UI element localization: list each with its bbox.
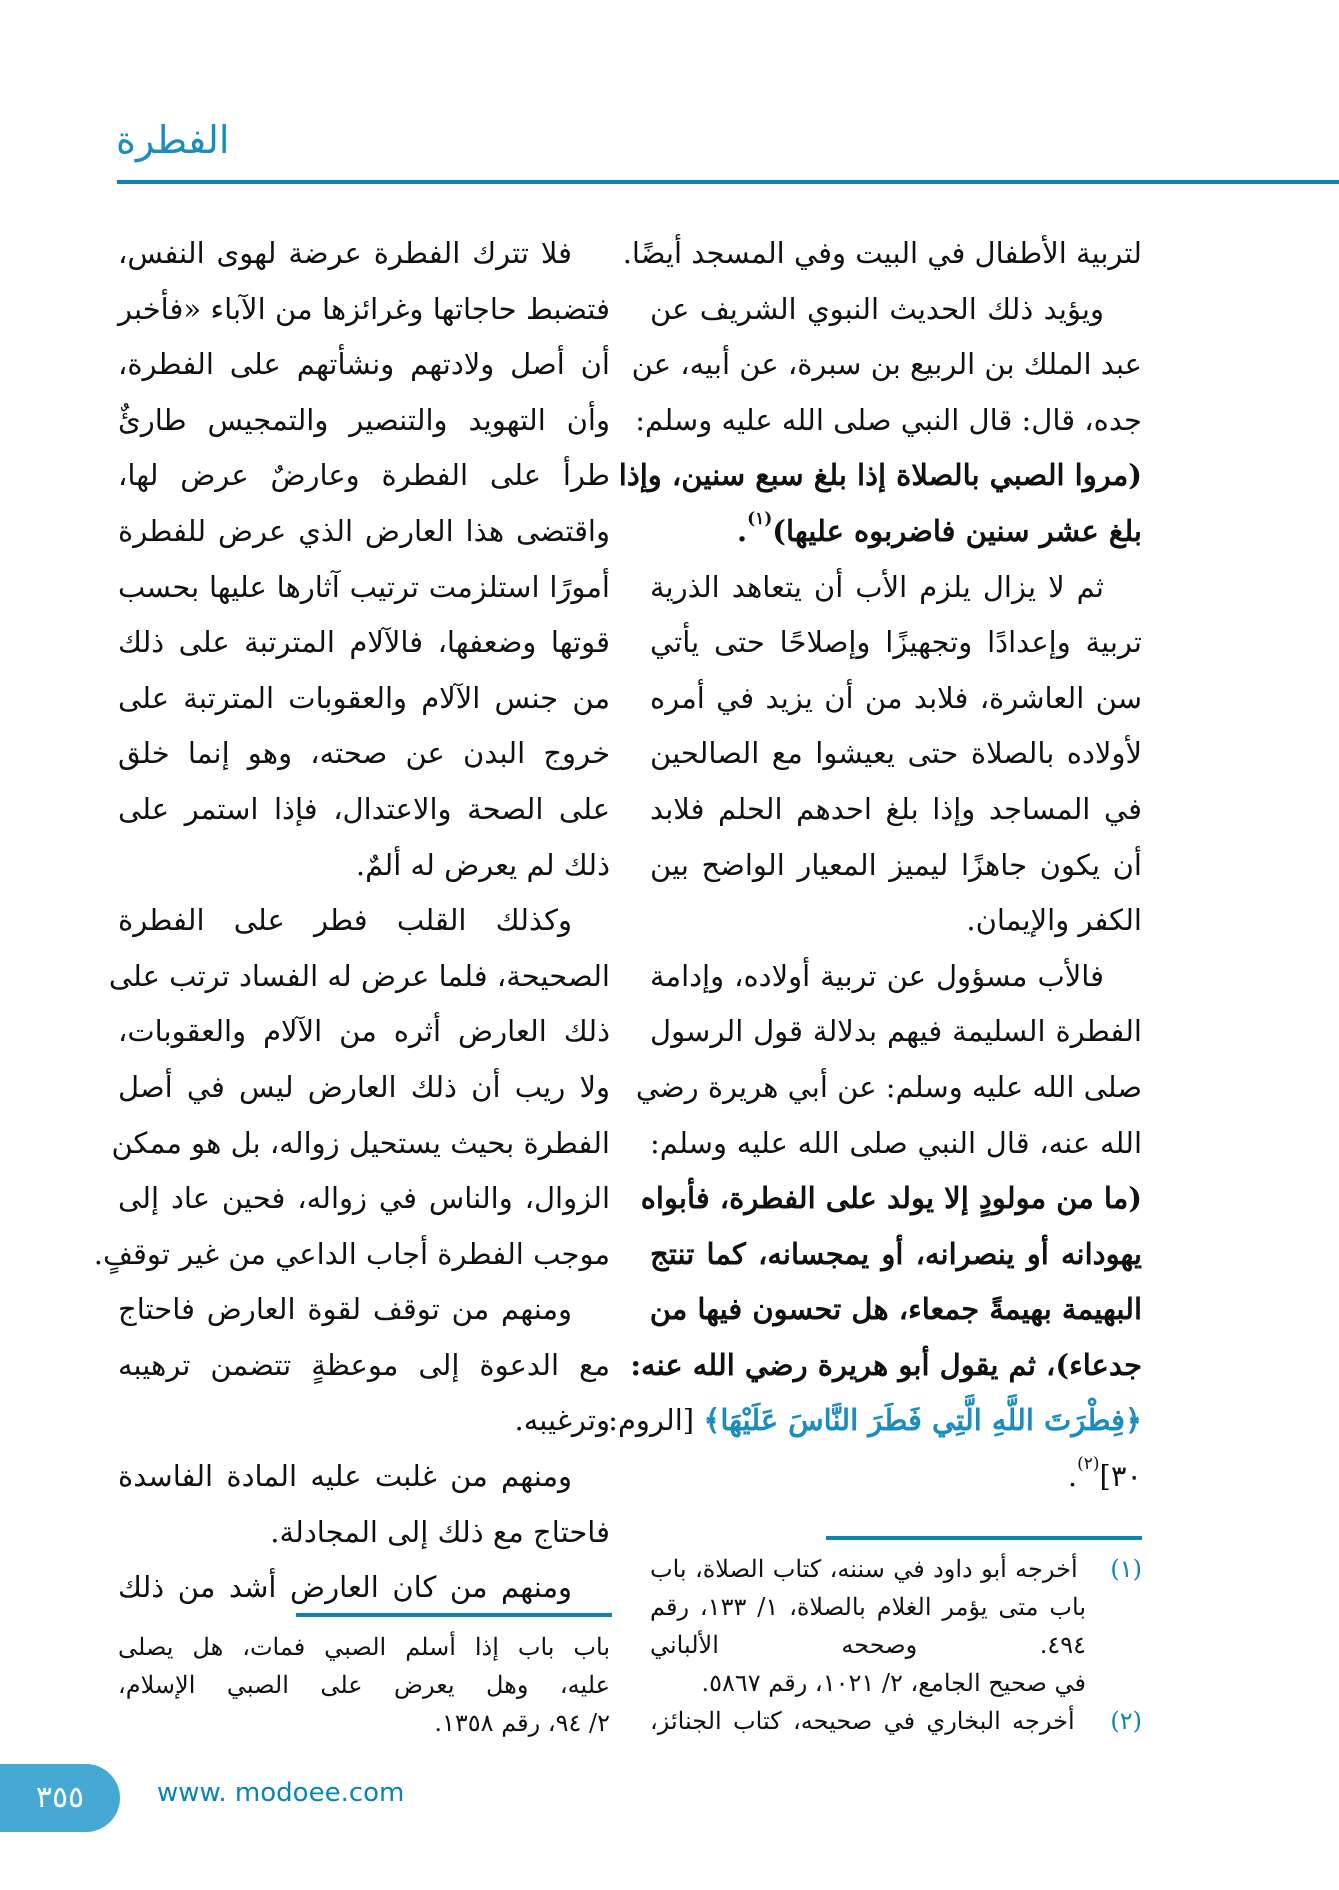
- footnote-number: (١): [1110, 1555, 1142, 1583]
- text-line: [118, 337, 610, 393]
- left-text-column: [93, 226, 610, 1616]
- text-line: [630, 1338, 1142, 1394]
- footnotes-left: [118, 1628, 610, 1742]
- text-line: [618, 448, 1142, 504]
- line-text: في المساجد وإذا بلغ احدهم الحلم فلابد: [650, 791, 1142, 826]
- footnote-number: (٢): [1110, 1707, 1142, 1735]
- line-text: فتضبط حاجاتها وغرائزها من الآباء «فأخبر: [118, 291, 610, 326]
- text-line: [650, 560, 1142, 616]
- text-line: [650, 1116, 1142, 1172]
- text-line: [118, 782, 610, 838]
- footnote-text: باب باب إذا أسلم الصبي فمات، هل يصلى: [118, 1633, 610, 1661]
- text-line: [650, 726, 1142, 782]
- text-line: [650, 1282, 1142, 1338]
- footnote-text: ٢/ ٩٤، رقم ١٣٥٨.: [434, 1709, 610, 1737]
- line-text: فلا تترك الفطرة عرضة لهوى النفس،: [118, 236, 572, 270]
- footnote-text: عليه، وهل يعرض على الصبي الإسلام،: [118, 1671, 610, 1699]
- line-text: سن العاشرة، فلابد من أن يزيد في أمره: [650, 680, 1142, 715]
- footnote-line: [118, 1704, 610, 1742]
- text-line: [118, 448, 610, 504]
- footnote-text: أخرجه أبو داود في سننه، كتاب الصلاة، باب: [650, 1555, 1078, 1583]
- text-line: [118, 1171, 610, 1227]
- line-text: جدعاء)، ثم يقول أبو هريرة رضي الله عنه:: [630, 1347, 1142, 1382]
- footnote-text: باب متى يؤمر الغلام بالصلاة، ١/ ١٣٣، رقم: [650, 1593, 1086, 1621]
- line-text: أمورًا استلزمت ترتيب آثارها عليها بحسب: [118, 569, 610, 604]
- footnote-ref: (٢): [1077, 1454, 1100, 1475]
- page-number: ٣٥٥: [35, 1780, 85, 1815]
- footnote-line: [650, 1588, 1142, 1626]
- line-text: ويؤيد ذلك الحديث النبوي الشريف عن: [650, 291, 1104, 326]
- line-text: [الروم:: [608, 1403, 704, 1438]
- text-line: [118, 1393, 610, 1449]
- line-text: فاحتاج مع ذلك إلى المجادلة.: [270, 1514, 610, 1549]
- text-line: [118, 1560, 610, 1616]
- text-line: [650, 671, 1142, 727]
- text-line: [650, 949, 1142, 1005]
- line-text: فالأب مسؤول عن تربية أولاده، وإدامة: [650, 958, 1104, 993]
- text-line: [118, 671, 610, 727]
- text-line: [118, 282, 610, 338]
- line-text: عبد الملك بن الربيع بن سبرة، عن أبيه، عن: [631, 347, 1142, 382]
- line-text: لتربية الأطفال في البيت وفي المسجد أيضًا.: [622, 236, 1142, 270]
- quran-verse: ﴿فِطْرَتَ اللَّهِ الَّتِي فَطَرَ النَّاسَ عَلَيْهَا﴾: [703, 1403, 1142, 1438]
- text-line: [118, 615, 610, 671]
- line-text: صلى الله عليه وسلم: عن أبي هريرة رضي: [635, 1069, 1142, 1104]
- line-text: لأولاده بالصلاة حتى يعيشوا مع الصالحين: [650, 736, 1142, 771]
- footnote-line: [650, 1702, 1142, 1740]
- line-text: أن أصل ولادتهم ونشأتهم على الفطرة،: [118, 347, 610, 382]
- text-line: [118, 1338, 610, 1394]
- line-text: ولا ريب أن ذلك العارض ليس في أصل: [118, 1069, 610, 1104]
- text-line: [650, 615, 1142, 671]
- text-line: [650, 1449, 1142, 1505]
- footnotes-right: [650, 1550, 1142, 1740]
- text-line: [650, 282, 1142, 338]
- line-text: الفطرة السليمة فيهم بدلالة قول الرسول: [650, 1014, 1142, 1049]
- line-text: تربية وإعدادًا وتجهيزًا وإصلاحًا حتى يأتي: [650, 625, 1142, 660]
- website-url: www. modoee.com: [157, 1778, 405, 1808]
- running-header-title: الفطرة: [116, 118, 230, 162]
- line-text: ومنهم من غلبت عليه المادة الفاسدة: [118, 1459, 572, 1494]
- line-text: ذلك لم يعرض له ألمٌ.: [355, 847, 610, 882]
- footnote-separator-left: [296, 1613, 612, 1617]
- line-text: (ما من مولودٍ إلا يولد على الفطرة، فأبواه: [640, 1181, 1142, 1216]
- text-line: [108, 949, 610, 1005]
- line-text: جده، قال: قال النبي صلى الله عليه وسلم:: [635, 402, 1142, 437]
- footnote-line: [650, 1550, 1142, 1588]
- text-line: [118, 226, 610, 282]
- text-line: [650, 838, 1142, 894]
- text-line: [118, 1505, 610, 1561]
- header-rule: [117, 180, 1339, 184]
- line-text: مع الدعوة إلى موعظةٍ تتضمن ترهيبه: [118, 1347, 610, 1382]
- text-line: [118, 1060, 610, 1116]
- line-text: موجب الفطرة أجاب الداعي من غير توقفٍ.: [93, 1236, 610, 1271]
- line-text: ومنهم من كان العارض أشد من ذلك: [118, 1570, 572, 1605]
- footnote-text: أخرجه البخاري في صحيحه، كتاب الجنائز،: [650, 1707, 1075, 1735]
- line-text: طرأ على الفطرة وعارضٌ عرض لها،: [118, 458, 610, 493]
- line-text: يهودانه أو ينصرانه، أو يمجسانه، كما تنتج: [650, 1236, 1142, 1271]
- footnote-line: [118, 1628, 610, 1666]
- text-line: [118, 726, 610, 782]
- text-line: [650, 1004, 1142, 1060]
- footnote-line: [118, 1666, 610, 1704]
- line-text: على الصحة والاعتدال، فإذا استمر على: [118, 791, 610, 826]
- text-line: [118, 393, 610, 449]
- line-text: وكذلك القلب فطر على الفطرة: [118, 903, 572, 938]
- text-line: [118, 504, 610, 560]
- footnote-separator: [826, 1536, 1142, 1540]
- footnote-line: [650, 1626, 1142, 1664]
- text-line: [118, 838, 610, 894]
- line-text: واقتضى هذا العارض الذي عرض للفطرة: [118, 513, 610, 548]
- line-text: (مروا الصبي بالصلاة إذا بلغ سبع سنين، وإذا: [618, 458, 1142, 493]
- text-line: [650, 782, 1142, 838]
- line-text: خروج البدن عن صحته، وهو إنما خلق: [118, 736, 610, 771]
- text-line: [608, 1393, 1142, 1449]
- line-text: ٣٠]: [1099, 1459, 1142, 1494]
- line-text: البهيمة بهيمةً جمعاء، هل تحسون فيها من: [649, 1292, 1142, 1327]
- line-text: ومنهم من توقف لقوة العارض فاحتاج: [118, 1292, 572, 1327]
- line-text: ثم لا يزال يلزم الأب أن يتعاهد الذرية: [650, 569, 1104, 604]
- page-number-tab: [0, 1764, 120, 1832]
- line-text: من جنس الآلام والعقوبات المترتبة على: [118, 680, 610, 715]
- line-text: الفطرة بحيث يستحيل زواله، بل هو ممكن: [111, 1125, 610, 1160]
- line-text: الزوال، والناس في زواله، فحين عاد إلى: [118, 1181, 610, 1216]
- text-line: [622, 226, 1142, 282]
- footnote-ref: (١): [747, 508, 773, 529]
- footnote-line: [650, 1664, 1142, 1702]
- text-line: [118, 1449, 610, 1505]
- line-punct: .: [1067, 1459, 1078, 1494]
- text-line: [631, 337, 1142, 393]
- text-line: [635, 1060, 1142, 1116]
- text-line: [650, 893, 1142, 949]
- text-line: [635, 393, 1142, 449]
- line-text: ذلك العارض أثره من الآلام والعقوبات،: [118, 1014, 610, 1049]
- line-punct: .: [736, 513, 748, 548]
- text-line: [118, 893, 610, 949]
- line-text: وترغيبه.: [514, 1403, 610, 1438]
- text-line: [118, 560, 610, 616]
- line-text: أن يكون جاهزًا ليميز المعيار الواضح بين: [650, 847, 1142, 882]
- text-line: [93, 1227, 610, 1283]
- text-line: [650, 504, 1142, 560]
- line-text: الصحيحة، فلما عرض له الفساد ترتب على: [108, 958, 610, 993]
- line-text: قوتها وضعفها، فالآلام المترتبة على ذلك: [118, 625, 610, 660]
- line-text: بلغ عشر سنين فاضربوه عليها): [772, 513, 1142, 548]
- text-line: [118, 1282, 610, 1338]
- text-line: [640, 1171, 1142, 1227]
- line-text: الكفر والإيمان.: [966, 903, 1142, 938]
- text-line: [118, 1004, 610, 1060]
- text-line: [111, 1116, 610, 1172]
- footnote-text: في صحيح الجامع، ٢/ ١٠٢١، رقم ٥٨٦٧.: [701, 1669, 1086, 1697]
- text-line: [650, 1227, 1142, 1283]
- line-text: الله عنه، قال النبي صلى الله عليه وسلم:: [650, 1125, 1142, 1160]
- line-text: وأن التهويد والتنصير والتمجيس طارئٌ: [118, 402, 610, 437]
- footnote-text: ٤٩٤. وصححه الألباني: [650, 1631, 1086, 1659]
- right-text-column: [608, 226, 1142, 1505]
